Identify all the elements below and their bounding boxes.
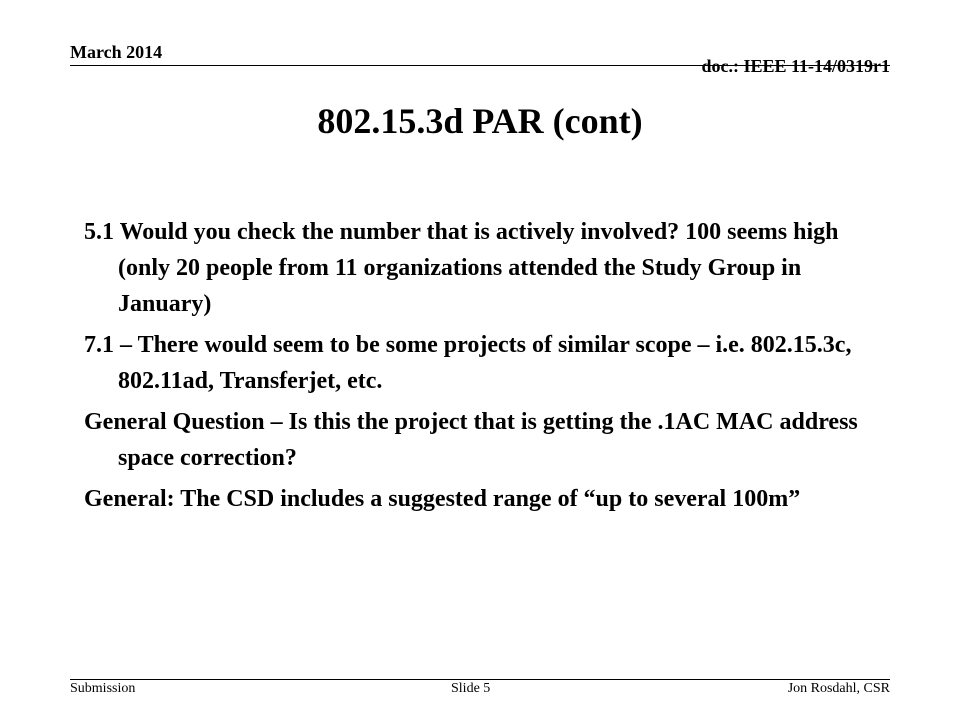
- slide-title: 802.15.3d PAR (cont): [317, 101, 643, 141]
- body-paragraph: 7.1 – There would seem to be some projects of similar scope – i.e. 802.15.3c, 802.11ad, Transferjet, etc.: [84, 332, 852, 394]
- header-date: March 2014: [70, 42, 163, 62]
- footer-author: Jon Rosdahl, CSR: [787, 681, 890, 696]
- body-paragraph: General Question – Is this the project that is getting the .1AC MAC address space correction?: [84, 409, 858, 471]
- header-doc-id: doc.: IEEE 11-14/0319r1: [701, 56, 890, 76]
- slide-body: [84, 214, 884, 522]
- footer-submission: Submission: [70, 681, 136, 696]
- footer-divider: [70, 679, 890, 680]
- body-paragraph: 5.1 Would you check the number that is actively involved? 100 seems high (only 20 people from 11 organizations attended the Study Group in January): [84, 219, 839, 317]
- body-paragraph: General: The CSD includes a suggested range of “up to several 100m”: [84, 486, 801, 512]
- footer-slide-number: Slide 5: [451, 681, 491, 696]
- header-divider: [70, 65, 890, 66]
